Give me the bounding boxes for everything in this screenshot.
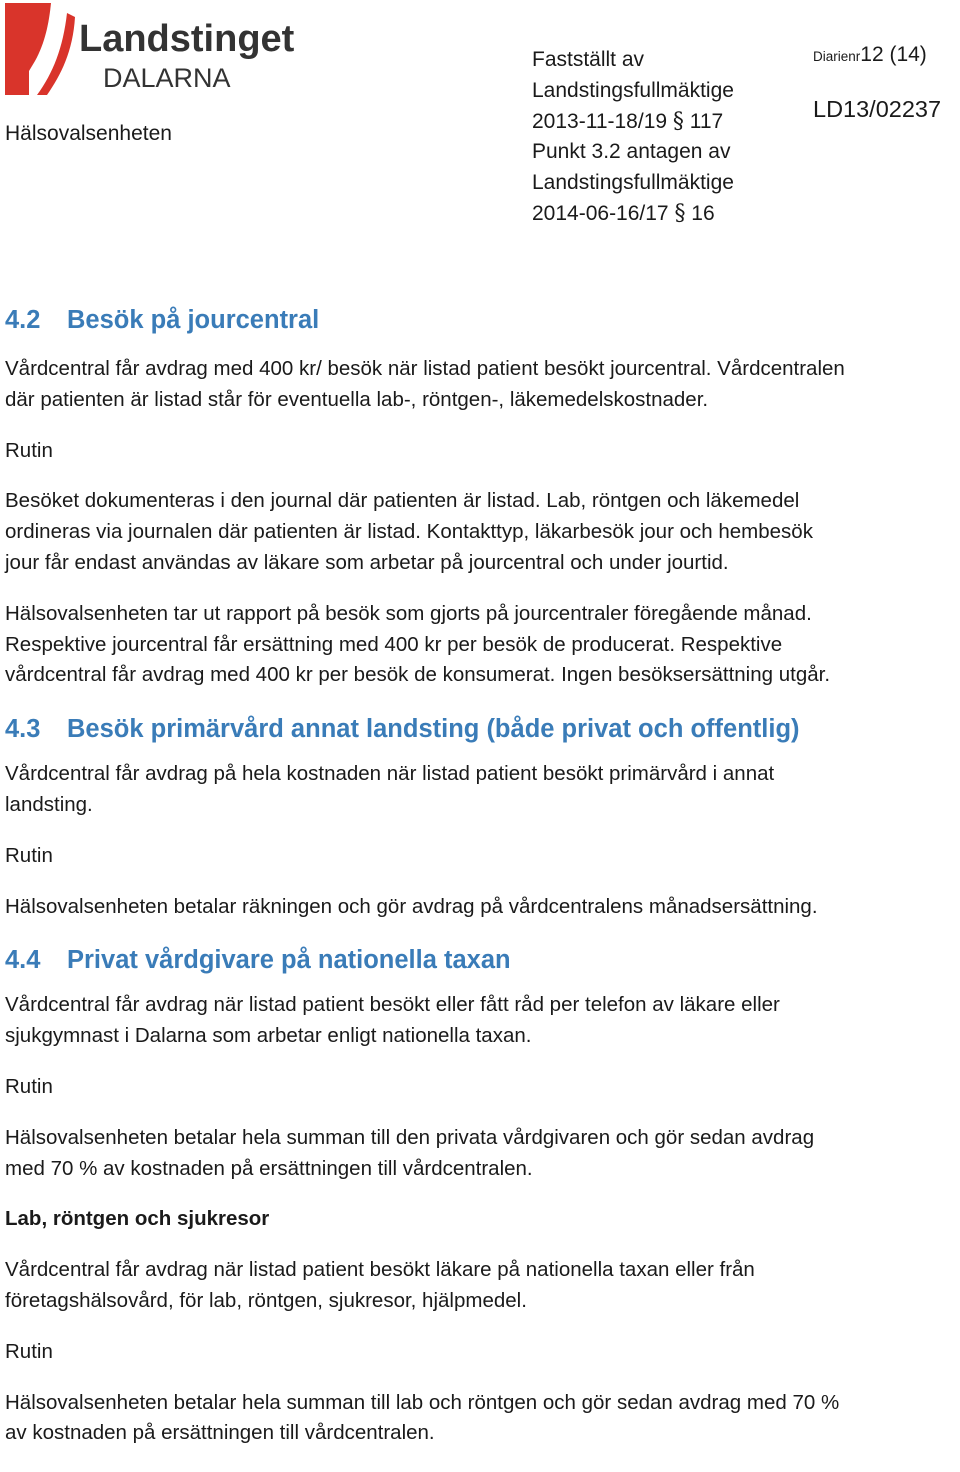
document-id: LD13/02237 [813, 96, 942, 122]
department-name: Hälsovalsenheten [5, 122, 172, 145]
meta-line: Landstingsfullmäktige [532, 171, 734, 195]
logo-emblem-icon [5, 3, 295, 95]
sub-section-rutin: Hälsovalsenheten betalar hela summan till lab och röntgen och gör sedan avdrag med 70 % av kostnaden på ersättningen till vårdcentralen. [5, 1390, 840, 1445]
approval-info [532, 45, 734, 230]
logo-text-dalarna: DALARNA [103, 63, 231, 93]
paragraph-sign-icon: § [674, 200, 686, 226]
section-4-4-intro: Vårdcentral får avdrag när listad patient besökt eller fått råd per telefon av läkare eller sjukgymnast i Dalarna som arbetar enligt nationella taxan. [5, 993, 780, 1048]
section-4-3-rutin: Hälsovalsenheten betalar räkningen och gör avdrag på vårdcentralens månadsersättning. [5, 894, 818, 918]
paragraph-sign-icon: § [672, 108, 684, 134]
section-4-3-intro: Vårdcentral får avdrag på hela kostnaden när listad patient besökt primärvård i annat landsting. [5, 762, 775, 816]
rutin-label: Rutin [5, 1074, 53, 1098]
section-heading-4-3: 4.3 Besök primärvård annat landsting (både privat och offentlig) [5, 715, 800, 744]
diarienr-page [813, 43, 927, 67]
page-number: 12 (14) [860, 43, 927, 66]
rutin-label: Rutin [5, 1339, 53, 1363]
meta-line: 2013-11-18/19 § 117 [532, 108, 724, 134]
sub-section-intro: Vårdcentral får avdrag när listad patient besökt läkare på nationella taxan eller från företagshälsovård, för lab, röntgen, sjukresor, hjälpmedel. [5, 1258, 755, 1312]
section-heading-4-4: 4.4 Privat vårdgivare på nationella taxan [5, 946, 511, 975]
rutin-label: Rutin [5, 843, 53, 867]
document-body [5, 300, 960, 1449]
section-4-4-rutin: Hälsovalsenheten betalar hela summan till den privata vårdgivaren och gör sedan avdrag med 70 % av kostnaden på ersättningen till vårdcentralen. [5, 1125, 815, 1180]
logo-text-landstinget: Landstinget [79, 18, 295, 60]
section-heading-4-2: 4.2 Besök på jourcentral [5, 306, 320, 334]
rutin-label: Rutin [5, 438, 53, 462]
section-4-2-rutin: Besöket dokumenteras i den journal där patienten är listad. Lab, röntgen och läkemedel ordineras via journalen där patienten är listad. Kontakttyp, läkarbesök jour och hembesök jour får endast användas av läkare som arbetar på jourcentral och under jourtid. [5, 489, 813, 574]
diarienr-label: Diarienr [813, 49, 861, 64]
section-4-2-report: Hälsovalsenheten tar ut rapport på besök som gjorts på jourcentraler föregående månad. Respektive jourcentral får ersättning med 400 kr per besök de producerat. Respektive vårdcentral får avdrag med 400 kr per besök de konsumerat. Ingen besöksersättning utgår. [5, 601, 831, 687]
meta-line: Fastställt av [532, 48, 645, 71]
meta-line: 2014-06-16/17 § 16 [532, 200, 715, 226]
section-4-2-intro: Vårdcentral får avdrag med 400 kr/ besök när listad patient besökt jourcentral. Vårdcentralen där patienten är listad står för eventuella lab-, röntgen-, läkemedelskostnader. [5, 357, 845, 411]
meta-line: Punkt 3.2 antagen av [532, 140, 731, 164]
landstinget-dalarna-logo [5, 3, 295, 95]
meta-line: Landstingsfullmäktige [532, 78, 734, 102]
sub-heading-lab: Lab, röntgen och sjukresor [5, 1207, 270, 1231]
